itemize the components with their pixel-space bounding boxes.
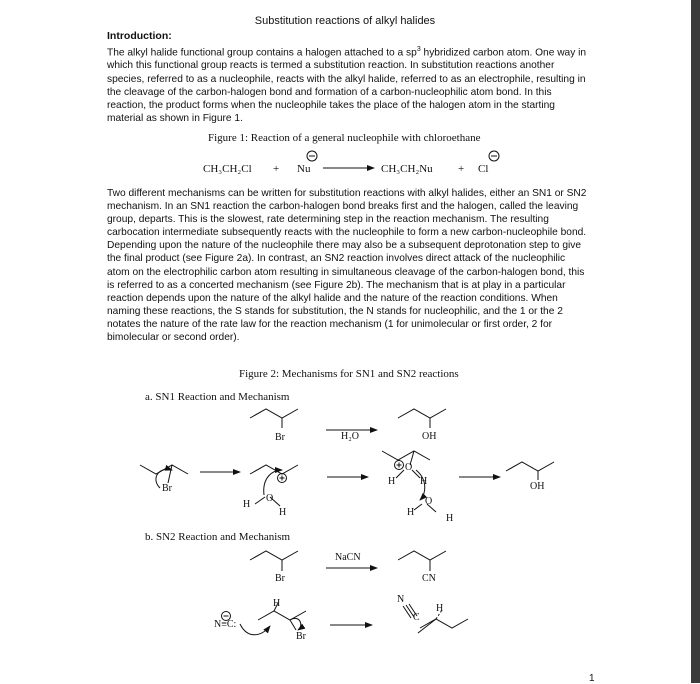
water-o-label: O xyxy=(266,493,274,504)
oxonium-h-left-label: H xyxy=(388,476,396,487)
water-h-left-label: H xyxy=(243,499,251,510)
sn1-reagent-label: H₂O xyxy=(341,431,359,442)
sn2-reactant-skeleton xyxy=(250,551,298,560)
sn2-cn-label: CN xyxy=(422,573,436,584)
water-h-right-label: H xyxy=(279,507,287,518)
product-n-label: N xyxy=(397,594,405,605)
sn1-oh-label: OH xyxy=(422,431,437,442)
intro-heading: Introduction: xyxy=(107,30,172,42)
second-water-h-left-label: H xyxy=(407,507,415,518)
sn1-heading: a. SN1 Reaction and Mechanism xyxy=(145,391,290,403)
sn1-product-skeleton xyxy=(398,409,446,418)
cyanide-nucleophile-label: N≡C: xyxy=(214,619,237,630)
mechanism-paragraph: Two different mechanisms can be written for substitution reactions with alkyl halides, either an SN1 or SN2 mechanism. In an SN1 reaction the carbon-halogen bond breaks first and the halogen, called the leaving group, departs. This is the slowest, rate determining step in the reaction mechanism. The resulting carbocation intermediate subsequently reacts with the nucleophile to form a new carbon-nucleophile bond. Depending upon the nature of the nucleophile there may also be a subsequent deprotonation step to give the final product (see Figure 2a). In contrast, an SN2 reaction involves direct attack of the nucleophilic atom on the electrophilic carbon atom resulting in simultaneous cleavage of the carbon-halogen bond, this is referred to as a concerted mechanism (see Figure 2b). The mechanism that is at play in a particular reaction depends upon the nature of the alkyl halide and the nature of the reaction conditions. When naming these reactions, the S stands for substitution, the N stands for nucleophilic, and the 1 or the 2 notates the nature of the rate law for the reaction mechanism (1 for unimolecular or first order, 2 for bimolecular or second order). xyxy=(107,188,587,344)
document-title: Substitution reactions of alkyl halides xyxy=(254,15,436,27)
page-number: 1 xyxy=(589,673,595,684)
second-water-h-right-label: H xyxy=(446,513,454,524)
carbocation-skeleton xyxy=(250,465,298,474)
figure1-plus-1: + xyxy=(273,163,280,175)
product-h-label: H xyxy=(436,603,444,614)
figure1-product: CH₃CH₂Nu xyxy=(381,163,433,175)
figure1-reactant: CH₃CH₂Cl xyxy=(203,163,252,175)
sn2-reagent-label: NaCN xyxy=(335,552,361,563)
sn2-product-skeleton xyxy=(398,551,446,560)
product-c-label: C xyxy=(413,612,420,623)
sn2-br-label: Br xyxy=(275,573,285,584)
figure1-caption: Figure 1: Reaction of a general nucleophile with chloroethane xyxy=(208,132,481,144)
sn2-final-skeleton xyxy=(420,619,468,628)
sn1-reactant-skeleton xyxy=(250,409,298,418)
oxonium-h-right-label: H xyxy=(420,476,428,487)
oxonium-skeleton xyxy=(382,451,430,460)
second-water-o-label: O xyxy=(425,496,433,507)
intro-paragraph: The alkyl halide functional group contains a halogen attached to a $sp^3$ hybridized carbon atom. One way in which this functional group reacts is termed a substitution reaction. In substitution reactions another species, referred to as a nucleophile, reacts with the alkyl halide, referred to as an electrophile, resulting in the cleavage of the carbon-halogen bond and formation of a carbon-nucleophilic atom bond. In this reaction, the product forms when the nucleophile takes the place of the halogen atom in the starting material as shown in Figure 1. xyxy=(107,46,587,124)
sn1-step1-br-label: Br xyxy=(162,483,172,494)
figure1-leaving-group: Cl xyxy=(478,163,489,175)
sn2-h-label: H xyxy=(273,598,281,609)
sn1-final-skeleton xyxy=(506,462,554,471)
figure2-caption: Figure 2: Mechanisms for SN1 and SN2 reactions xyxy=(239,368,459,380)
sn2-mechanism-skeleton xyxy=(258,611,306,620)
oxonium-o-label: O xyxy=(405,462,413,473)
sn1-final-oh-label: OH xyxy=(530,481,545,492)
figure1-plus-2: + xyxy=(458,163,465,175)
viewer-scrollbar[interactable] xyxy=(691,0,700,683)
sn2-heading: b. SN2 Reaction and Mechanism xyxy=(145,531,291,543)
sn1-br-label: Br xyxy=(275,432,285,443)
sn2-leaving-br-label: Br xyxy=(296,631,306,642)
figure1-nucleophile: Nu xyxy=(297,163,311,175)
